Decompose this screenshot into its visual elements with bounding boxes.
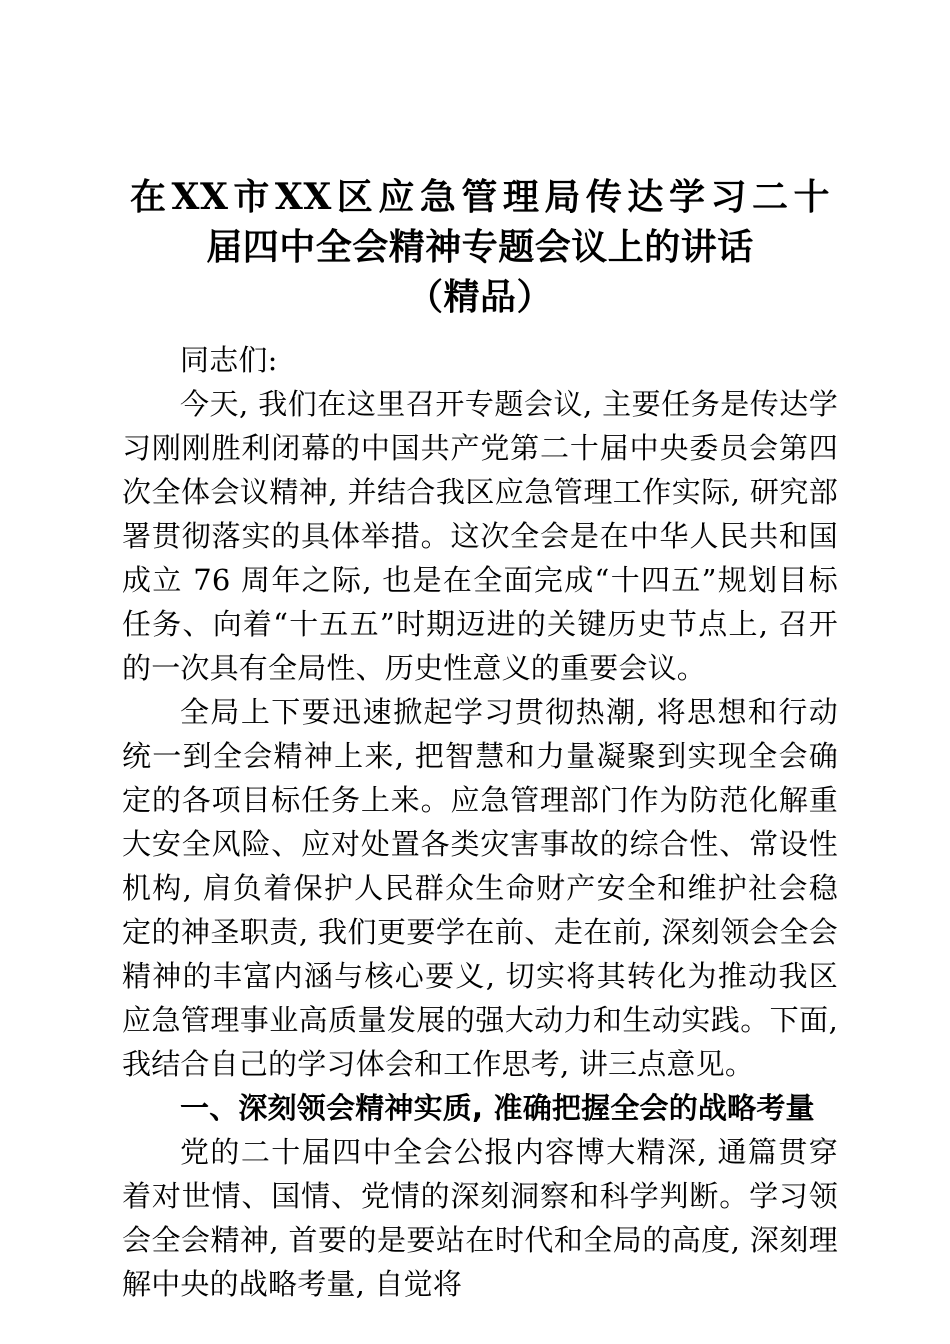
body-paragraph-1: 今天, 我们在这里召开专题会议, 主要任务是传达学习刚刚胜利闭幕的中国共产党第二十届中央委员会第四次全体会议精神, 并结合我区应急管理工作实际, 研究部署贯彻落实的具体举措。这次全会是在中华人民共和国成立 76 周年之际, 也是在全面完成“十四五”规划目标任务、向着“十五五”时期迈进的关键历史节点上, 召开的一次具有全局性、历史性意义的重要会议。 — [122, 387, 838, 685]
page-title — [122, 0, 838, 322]
salutation: 同志们: — [180, 343, 278, 377]
page-content — [122, 0, 838, 1306]
title-line-2: 届四中全会精神专题会议上的讲话 — [206, 226, 754, 268]
title-line-3: （精品） — [406, 276, 553, 318]
section-heading-1: 一、深刻领会精神实质, 准确把握全会的战略考量 — [180, 1091, 815, 1125]
title-line-1: 在XX市XX区应急管理局传达学习二十 — [130, 176, 830, 218]
section-paragraph-1: 党的二十届四中全会公报内容博大精深, 通篇贯穿着对世情、国情、党情的深刻洞察和科学判断。学习领会全会精神, 首要的是要站在时代和全局的高度, 深刻理解中央的战略考量, 自觉将 — [122, 1135, 838, 1301]
body-paragraph-2: 全局上下要迅速掀起学习贯彻热潮, 将思想和行动统一到全会精神上来, 把智慧和力量凝聚到实现全会确定的各项目标任务上来。应急管理部门作为防范化解重大安全风险、应对处置各类灾害事故的综合性、常设性机构, 肩负着保护人民群众生命财产安全和维护社会稳定的神圣职责, 我们更要学在前、走在前, 深刻领会全会精神的丰富内涵与核心要义, 切实将其转化为推动我区应急管理事业高质量发展的强大动力和生动实践。下面, 我结合自己的学习体会和工作思考, 讲三点意见。 — [122, 695, 838, 1081]
